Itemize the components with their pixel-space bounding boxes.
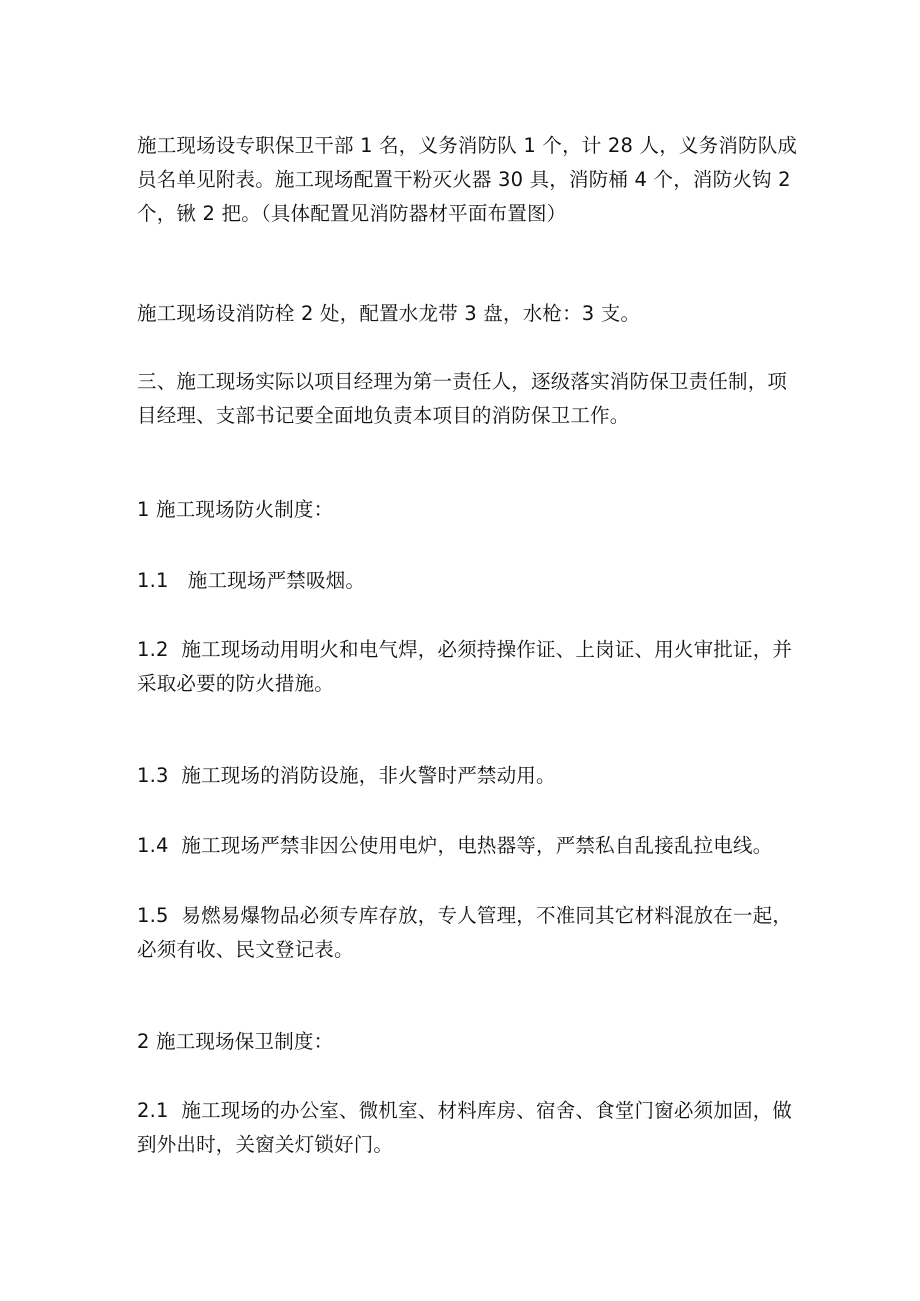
clause-1-2: 1.2 施工现场动用明火和电气焊，必须持操作证、上岗证、用火审批证，并采取必要的防火措施。 xyxy=(137,638,793,695)
clause-2-1: 2.1 施工现场的办公室、微机室、材料库房、宿舍、食堂门窗必须加固，做到外出时，关窗关灯锁好门。 xyxy=(137,1099,793,1156)
heading-fire-prevention-rules: 1 施工现场防火制度： xyxy=(137,498,334,521)
clause-1-1: 1.1 施工现场严禁吸烟。 xyxy=(137,569,366,592)
clause-1-4: 1.4 施工现场严禁非因公使用电炉，电热器等，严禁私自乱接乱拉电线。 xyxy=(137,834,773,857)
clause-1-5: 1.5 易燃易爆物品必须专库存放，专人管理，不准同其它材料混放在一起，必须有收、民文登记表。 xyxy=(137,904,793,961)
paragraph-hydrants: 施工现场设消防栓 2 处，配置水龙带 3 盘，水枪：3 支。 xyxy=(137,302,641,325)
clause-1-3: 1.3 施工现场的消防设施，非火警时严禁动用。 xyxy=(137,764,556,787)
paragraph-security-staffing: 施工现场设专职保卫干部 1 名，义务消防队 1 个，计 28 人，义务消防队成员名单见附表。施工现场配置干粉灭火器 30 具，消防桶 4 个，消防火钩 2 个，锹 2 把。（具体配置见消防器材平面布置图） xyxy=(137,134,798,225)
paragraph-responsibility: 三、施工现场实际以项目经理为第一责任人，逐级落实消防保卫责任制，项目经理、支部书记要全面地负责本项目的消防保卫工作。 xyxy=(137,370,788,427)
heading-security-rules: 2 施工现场保卫制度： xyxy=(137,1030,334,1053)
